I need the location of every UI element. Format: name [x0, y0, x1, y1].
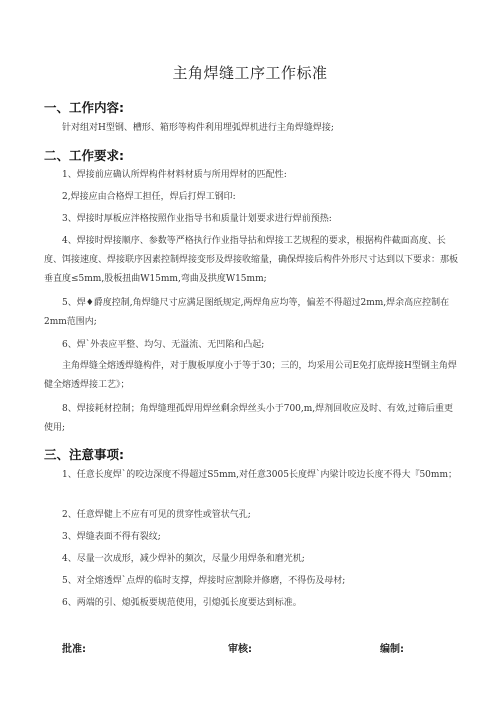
requirement-item: 6、焊`外表应平整、均匀、无溢流、无凹陷和凸起; [62, 340, 265, 350]
signature-review: 审核: [228, 644, 252, 655]
note-item: 5、对全熔透焊`点焊的临时支撑，焊接时应割除并修磨，不得伤及母材; [62, 576, 346, 586]
signature-compile: 编制: [380, 644, 404, 655]
note-item: 4、尽量一次成形，减少焊补的频次，尽量少用焊条和磨光机; [62, 554, 305, 564]
requirement-item: 5、焊♦爵度控制,角焊缝尺寸应满足图纸规定,两焊角应均等，偏差不得超过2mm,焊余高应控制在2mm范围内; [44, 298, 450, 327]
note-item: 3、焊缝表面不得有裂纹; [62, 532, 161, 542]
section-heading-notes: 三、注意事项: [44, 447, 124, 462]
requirement-item: 8、焊接耗材控制；角焊缝理孤焊用焊丝剩余焊丝头小于700,m,焊剂回收应及时、有效,过筛后重更使用; [44, 404, 454, 433]
page-title: 主角焊缝工序工作标准 [172, 64, 328, 82]
work-content-paragraph: 针对组对H型钢、槽形、箱形等构件利用埋弧焊机进行主角焊缝焊接; [62, 123, 334, 133]
requirement-item: 2,焊接应由合格焊工担任，焊后打焊工钢印: [62, 192, 236, 202]
note-item: 2、任意焊健上不应有可见的贯穿性或管状气孔; [62, 510, 251, 520]
requirement-item: 主角焊缝全熔透焊缝构件，对于腹板厚度小于等于30；三的，均采用公司E免打底焊接H型钢主角焊健全熔透焊接工艺》； [44, 361, 457, 390]
note-item: 6、两端的引、熄弧板要规范使用，引熄弧长度要达到标准。 [62, 598, 302, 608]
requirement-item: 1、焊接前应确认所焊构件材料材质与所用焊材的匹配性: [62, 170, 287, 180]
signature-approve: 批准: [62, 644, 86, 655]
requirement-item: 4、焊接时焊接顺序、参数等严格执行作业指导拈和焊接工艺规程的要求，根据构件截面高度、长度、饵接速度、焊接联序因素控制焊接变形及焊接收缩量，确保焊接后构件外形尺寸达到以下要求：那板垂直度≤5mm,股板扭曲W15mm,弯曲及拱度W15mm; [44, 236, 459, 284]
note-item: 1、任意长度焊`的咬边深度不得超过S5mm,对任意3005长度焊`内梁计咬边长度不得大『50mm； [62, 470, 457, 480]
section-heading-content: 一、工作内容: [44, 100, 124, 115]
section-heading-requirements: 二、工作要求: [44, 148, 124, 163]
requirement-item: 3、焊接时厚板应泮格按照作业指导书和质量计划要求进行焊前预热: [62, 214, 332, 224]
